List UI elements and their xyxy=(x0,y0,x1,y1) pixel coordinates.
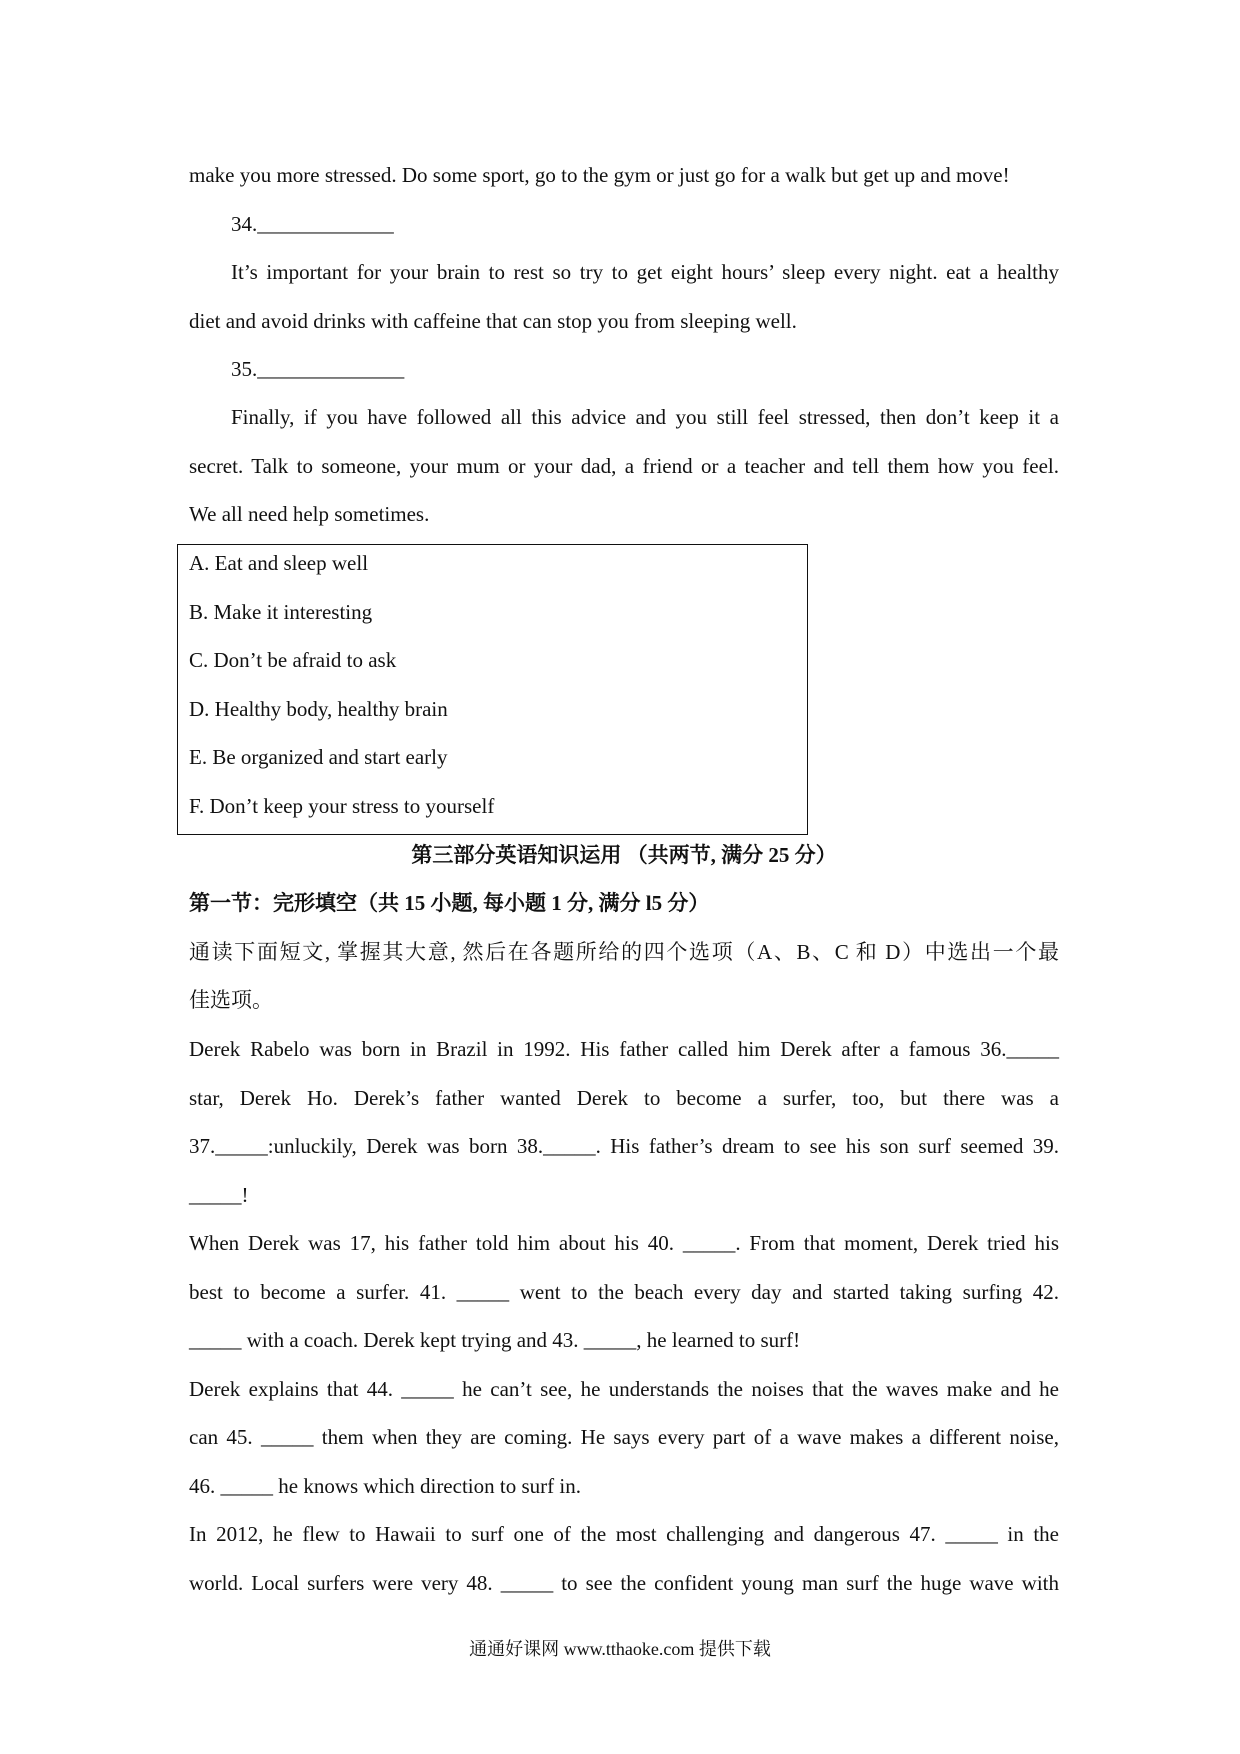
passage-line: _____ with a coach. Derek kept trying and 43. _____, he learned to surf! xyxy=(189,1328,801,1352)
paragraph-line: secret. Talk to someone, your mum or your dad, a friend or a teacher and tell them how you feel. xyxy=(189,454,1059,478)
paragraph-line: make you more stressed. Do some sport, go to the gym or just go for a walk but get up and move! xyxy=(189,163,1010,187)
instruction-line: 通读下面短文, 掌握其大意, 然后在各题所给的四个选项（A、B、C 和 D）中选出一个最 xyxy=(189,940,1059,964)
part-heading: 第三部分英语知识运用 （共两节, 满分 25 分） xyxy=(411,843,837,867)
option-a: A. Eat and sleep well xyxy=(189,551,369,575)
question-35-blank: 35.______________ xyxy=(231,357,405,381)
passage-line: Derek Rabelo was born in Brazil in 1992. His father called him Derek after a famous 36._____ xyxy=(189,1037,1059,1061)
passage-line: star, Derek Ho. Derek’s father wanted Derek to become a surfer, too, but there was a xyxy=(189,1086,1059,1110)
paragraph-line: Finally, if you have followed all this advice and you still feel stressed, then don’t keep it a xyxy=(231,405,1059,429)
passage-line: 46. _____ he knows which direction to surf in. xyxy=(189,1474,581,1498)
section-heading: 第一节：完形填空（共 15 小题, 每小题 1 分, 满分 l5 分） xyxy=(189,891,710,915)
passage-line: can 45. _____ them when they are coming. He says every part of a wave makes a different noise, xyxy=(189,1425,1059,1449)
passage-line: Derek explains that 44. _____ he can’t see, he understands the noises that the waves make and he xyxy=(189,1377,1059,1401)
passage-line: best to become a surfer. 41. _____ went to the beach every day and started taking surfing 42. xyxy=(189,1280,1059,1304)
paragraph-line: It’s important for your brain to rest so try to get eight hours’ sleep every night. eat a healthy xyxy=(231,260,1059,284)
instruction-line: 佳选项。 xyxy=(189,988,273,1012)
passage-line: 37._____:unluckily, Derek was born 38._____. His father’s dream to see his son surf seemed 39. xyxy=(189,1134,1059,1158)
paragraph-line: diet and avoid drinks with caffeine that can stop you from sleeping well. xyxy=(189,309,797,333)
option-f: F. Don’t keep your stress to yourself xyxy=(189,794,495,818)
option-e: E. Be organized and start early xyxy=(189,745,448,769)
paragraph-line: We all need help sometimes. xyxy=(189,502,430,526)
page-footer: 通通好课网 www.tthaoke.com 提供下载 xyxy=(469,1639,771,1659)
option-c: C. Don’t be afraid to ask xyxy=(189,648,397,672)
passage-line: _____! xyxy=(189,1183,249,1207)
question-34-blank: 34._____________ xyxy=(231,212,394,236)
passage-line: When Derek was 17, his father told him about his 40. _____. From that moment, Derek tried his xyxy=(189,1231,1059,1255)
option-d: D. Healthy body, healthy brain xyxy=(189,697,448,721)
option-b: B. Make it interesting xyxy=(189,600,373,624)
passage-line: world. Local surfers were very 48. _____ to see the confident young man surf the huge wave with xyxy=(189,1571,1059,1595)
passage-line: In 2012, he flew to Hawaii to surf one of the most challenging and dangerous 47. _____ in the xyxy=(189,1522,1059,1546)
